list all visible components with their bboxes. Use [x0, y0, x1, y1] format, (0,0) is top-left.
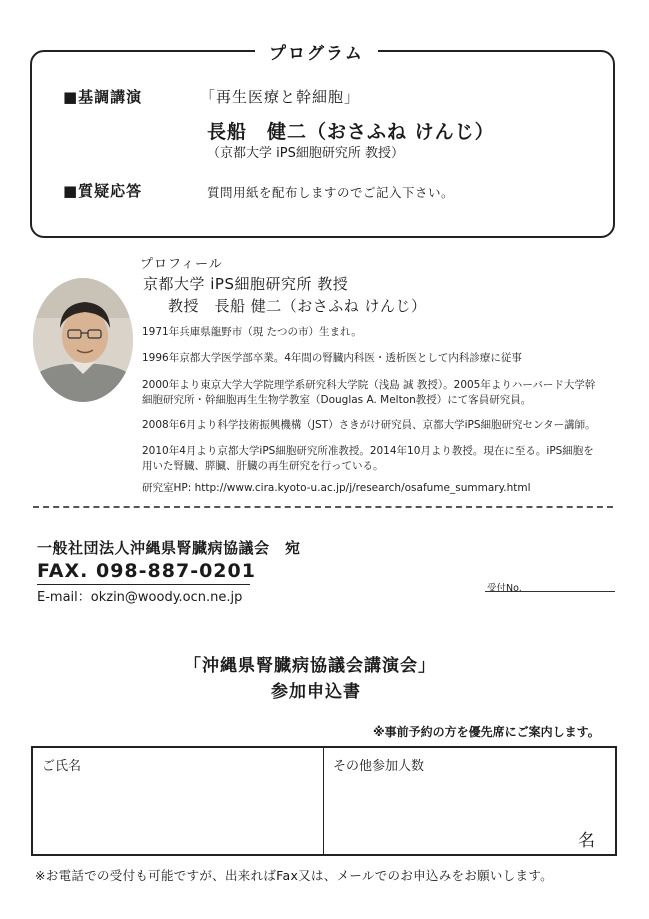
profile-affiliation: 京都大学 iPS細胞研究所 教授: [143, 275, 349, 293]
name-field-label: ご氏名: [42, 759, 82, 774]
count-unit: 名: [578, 831, 595, 851]
bio-line: 用いた腎臓、膵臓、肝臓の再生研究を行っている。: [142, 460, 384, 472]
receipt-number-label: 受付No.: [487, 583, 522, 594]
event-title: 「沖縄県腎臓病協議会講演会」: [184, 656, 436, 676]
priority-notice: ※事前予約の方を優先席にご案内します。: [373, 725, 600, 739]
bio-line: 2008年6月より科学技術振興機構（JST）さきがけ研究員、京都大学iPS細胞研究センター講師。: [142, 419, 596, 431]
bio-line: 1971年兵庫県龍野市（現 たつの市）生まれ。: [142, 326, 362, 338]
profile-name: 教授 長船 健二（おさふね けんじ）: [168, 297, 427, 315]
form-divider: [323, 746, 324, 856]
speaker-name: 長船 健二（おさふね けんじ）: [207, 121, 495, 143]
profile-heading: プロフィール: [140, 257, 223, 272]
cut-line-divider: [33, 506, 613, 508]
qa-label: ■質疑応答: [63, 182, 143, 200]
program-title: プログラム: [255, 39, 378, 64]
keynote-title: 「再生医療と幹細胞」: [200, 88, 361, 106]
qa-text: 質問用紙を配布しますのでご記入下さい。: [207, 185, 455, 200]
keynote-label: ■基調講演: [63, 88, 143, 106]
fax-number: FAX. 098-887-0201: [37, 560, 256, 582]
email-address[interactable]: E-mail：okzin@woody.ocn.ne.jp: [37, 590, 243, 605]
footer-note: ※お電話での受付も可能ですが、出来ればFax又は、メールでのお申込みをお願いします。: [35, 868, 553, 883]
bio-line: 1996年京都大学医学部卒業。4年間の腎臓内科医・透析医として内科診療に従事: [142, 352, 522, 364]
bio-line: 2000年より東京大学大学院理学系研究科大学院（浅島 誠 教授）。2005年よりハーバード大学幹: [142, 379, 596, 391]
speaker-photo: [33, 278, 133, 402]
lab-homepage-link[interactable]: 研究室HP: http://www.cira.kyoto-u.ac.jp/j/research/osafume_summary.html: [142, 482, 531, 494]
others-count-label: その他参加人数: [333, 759, 425, 774]
organization-name: 一般社団法人沖縄県腎臓病協議会 宛: [37, 539, 301, 557]
event-subtitle: 参加申込書: [271, 682, 361, 702]
bio-line: 2010年4月より京都大学iPS細胞研究所准教授。2014年10月より教授。現在に至る。iPS細胞を: [142, 445, 594, 457]
fax-underline: [37, 584, 250, 585]
receipt-number-field[interactable]: [485, 591, 615, 592]
others-count-field[interactable]: [326, 775, 566, 854]
name-field[interactable]: [33, 775, 321, 854]
bio-line: 細胞研究所・幹細胞再生生物学教室（Douglas A. Melton教授）にて客員研究員。: [142, 394, 532, 406]
speaker-affiliation: （京都大学 iPS細胞研究所 教授）: [207, 146, 404, 161]
